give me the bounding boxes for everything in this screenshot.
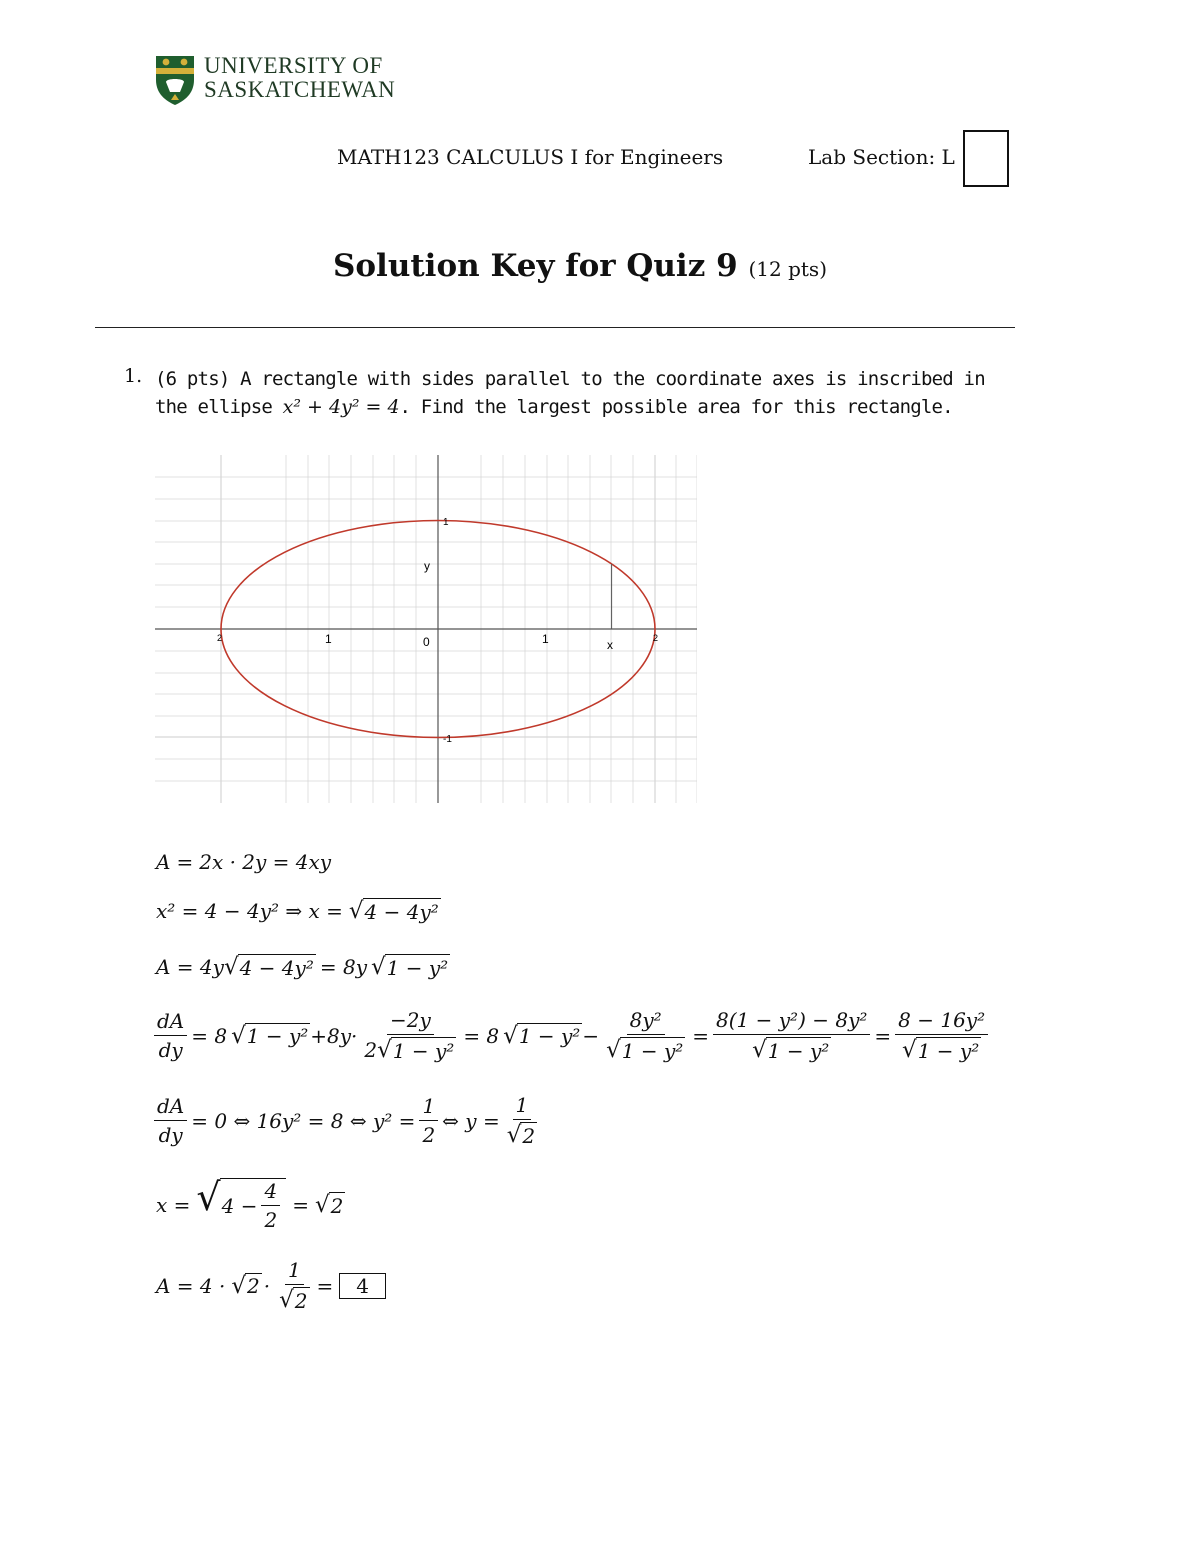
x-val-rad-pre: 4 − [221, 1193, 258, 1218]
deriv-t1: = 8 [191, 1023, 228, 1048]
question-text-part2: . Find the largest possible area for this rectangle. [399, 396, 953, 418]
question-equation: x² + 4y² = 4 [282, 396, 400, 418]
deriv-f1-den-pre: 2 [364, 1038, 378, 1062]
university-name [204, 54, 395, 102]
area-definition: A = 2x · 2y = 4xy [156, 850, 332, 874]
deriv-f3-den-rad: 1 − y² [767, 1038, 830, 1063]
area-y-rad2: 1 − y² [386, 955, 449, 980]
deriv-f3-num: 8(1 − y²) − 8y² [713, 1008, 870, 1035]
question-text [155, 365, 1020, 421]
final-area-equation: A = 4 · √ 2 · 1 √ 2 = 4 [156, 1258, 386, 1313]
area-y-left: A = 4y [156, 955, 224, 979]
x-val-frac-num: 4 [261, 1179, 280, 1206]
course-name: MATH123 CALCULUS I for Engineers [337, 145, 724, 169]
crit-half-den: 2 [422, 1123, 436, 1147]
y-top-label: 1 [443, 517, 449, 528]
final-dot: · [263, 1273, 271, 1298]
crest-icon [154, 54, 196, 106]
deriv-rad-b: 1 − y² [518, 1024, 581, 1048]
lab-section-box[interactable] [963, 130, 1009, 187]
ellipse-graph [155, 455, 697, 803]
deriv-t6: = [874, 1023, 892, 1048]
x-solve-left: x² = 4 − 4y² ⇒ x = [156, 899, 343, 923]
x-val-frac-den: 2 [264, 1208, 278, 1232]
y-axis-label: y [424, 559, 430, 573]
deriv-f1-den-rad: 1 − y² [392, 1038, 455, 1063]
final-frac-num: 1 [285, 1258, 304, 1285]
deriv-f2-num: 8y² [627, 1008, 665, 1035]
crit-lhs-num: dA [154, 1094, 187, 1121]
title-main: Solution Key for Quiz 9 [332, 248, 738, 284]
x-val-result-rad: 2 [330, 1193, 344, 1218]
y-bottom-label: -1 [443, 734, 452, 745]
final-eq: = [316, 1273, 334, 1298]
deriv-f4-den-rad: 1 − y² [917, 1038, 980, 1063]
area-lhs: A [156, 850, 171, 874]
deriv-rad-a: 1 − y² [246, 1024, 309, 1048]
x-pos-end-label: 2 [653, 633, 659, 643]
x-neg-end-label: 2 [217, 633, 223, 643]
deriv-f2-den-rad: 1 − y² [621, 1038, 684, 1063]
area-y-rad1: 4 − 4y² [239, 955, 314, 980]
deriv-t5: = [692, 1023, 710, 1048]
crit-lhs-den: dy [158, 1123, 183, 1147]
deriv-t2: +8y· [310, 1023, 358, 1048]
x-value-equation: x = √ 4 − $\frac{4}{2}$ = √ 2 [156, 1175, 344, 1232]
deriv-t4: − [582, 1023, 600, 1048]
x-val-lhs: x = [156, 1193, 191, 1217]
crit-y-den-rad: 2 [522, 1123, 536, 1148]
lab-section-label: Lab Section: L [808, 145, 955, 169]
deriv-lhs-den: dy [158, 1038, 183, 1062]
deriv-f4-num: 8 − 16y² [895, 1008, 988, 1035]
divider [95, 327, 1015, 328]
x-variable-label: x [607, 638, 613, 652]
question-text-part1: (6 pts) A rectangle with sides parallel to the coordinate axes is inscribed in the ellipse [155, 368, 985, 418]
question-number: 1. [124, 365, 143, 387]
derivative-equation: $\frac{dA}{dy}$ = 8 √ 1 − y² +8y· −2y 2 √ 1 − y² = 8 √ 1 − y² − 8y² √ 1 − y² = 8(1 − y²) − 8y² √ 1 − y² = 8 − 16y² √ 1 − y² [150, 1008, 992, 1063]
page-title [0, 248, 1160, 284]
title-points: (12 pts) [748, 257, 827, 281]
tick-left-label: 1 [325, 632, 332, 646]
x-solve-radicand: 4 − 4y² [364, 899, 439, 924]
area-in-y: A = 4y √ 4 − 4y² = 8y √ 1 − y² [156, 954, 449, 980]
final-frac-den-rad: 2 [294, 1288, 308, 1313]
university-name-line2: SASKATCHEWAN [204, 77, 396, 102]
origin-label: 0 [423, 635, 430, 649]
crit-half-num: 1 [419, 1094, 438, 1121]
final-rad: 2 [247, 1274, 260, 1298]
university-name-line1: UNIVERSITY OF [204, 53, 383, 78]
x-val-mid: = [292, 1193, 309, 1217]
area-rhs: 2x · 2y = 4xy [199, 850, 332, 874]
x-solve-equation: x² = 4 − 4y² ⇒ x = √ 4 − 4y² [156, 898, 439, 924]
final-lhs: A = 4 · [156, 1273, 226, 1298]
final-answer-box: 4 [339, 1273, 386, 1299]
crit-mid: = 0 ⇔ 16y² = 8 ⇔ y² = [191, 1108, 416, 1133]
crit-y-num: 1 [513, 1093, 532, 1120]
university-logo [154, 54, 394, 110]
deriv-lhs-num: dA [154, 1009, 187, 1036]
deriv-t3: = 8 [463, 1023, 500, 1048]
critical-point-equation: $\frac{dA}{dy}$ = 0 ⇔ 16y² = 8 ⇔ y² = $\frac{1}{2}$ ⇔ y = 1 √ 2 [150, 1093, 544, 1148]
area-y-mid: = 8y [319, 955, 367, 979]
crit-mid2: ⇔ y = [442, 1108, 500, 1133]
tick-right-label: 1 [542, 632, 549, 646]
deriv-f1-num: −2y [387, 1008, 434, 1035]
